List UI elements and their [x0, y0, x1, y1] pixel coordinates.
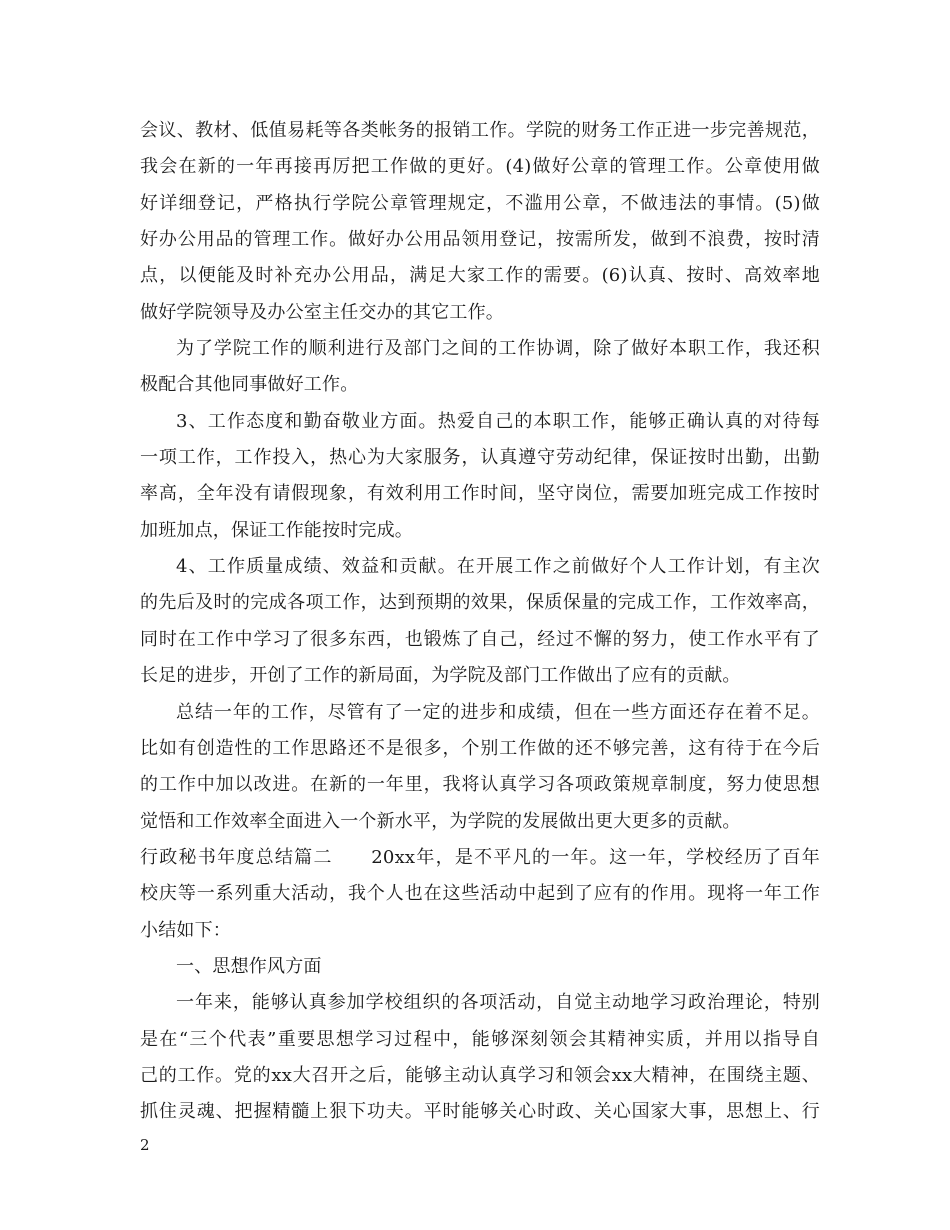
text-line: 的先后及时的完成各项工作，达到预期的效果，保质保量的完成工作，工作效率高，: [140, 592, 820, 614]
text-line: 总结一年的工作，尽管有了一定的进步和成绩，但在一些方面还存在着不足。: [176, 701, 820, 723]
text-line: 加班加点，保证工作能按时完成。: [140, 519, 413, 541]
text-line: 觉悟和工作效率全面进入一个新水平，为学院的发展做出更大更多的贡献。: [140, 810, 741, 832]
text-line: 3、工作态度和勤奋敬业方面。热爱自己的本职工作，能够正确认真的对待每: [176, 410, 820, 432]
text-line: 是在“三个代表”重要思想学习过程中，能够深刻领会其精神实质，并用以指导自: [140, 1028, 820, 1050]
text-line: 一、思想作风方面: [176, 955, 322, 977]
text-line: 4、工作质量成绩、效益和贡献。在开展工作之前做好个人工作计划，有主次: [176, 556, 820, 578]
text-line: 的工作中加以改进。在新的一年里，我将认真学习各项政策规章制度，努力使思想: [140, 774, 820, 796]
text-line: 比如有创造性的工作思路还不是很多，个别工作做的还不够完善，这有待于在今后: [140, 737, 820, 759]
text-line: 长足的进步，开创了工作的新局面，为学院及部门工作做出了应有的贡献。: [140, 665, 741, 687]
text-line: 好详细登记，严格执行学院公章管理规定，不滥用公章，不做违法的事情。(5)做: [140, 192, 820, 214]
text-line: 一项工作，工作投入，热心为大家服务，认真遵守劳动纪律，保证按时出勤，出勤: [140, 447, 820, 469]
text-line: 我会在新的一年再接再厉把工作做的更好。(4)做好公章的管理工作。公章使用做: [140, 156, 820, 178]
text-line: 做好学院领导及办公室主任交办的其它工作。: [140, 301, 504, 323]
text-line: 为了学院工作的顺利进行及部门之间的工作协调，除了做好本职工作，我还积: [176, 338, 820, 360]
text-line: 极配合其他同事做好工作。: [140, 374, 359, 396]
text-line: 点，以便能及时补充办公用品，满足大家工作的需要。(6)认真、按时、高效率地: [140, 265, 820, 287]
text-line: 会议、教材、低值易耗等各类帐务的报销工作。学院的财务工作正进一步完善规范，: [140, 120, 820, 141]
text-line: 好办公用品的管理工作。做好办公用品领用登记，按需所发，做到不浪费，按时清: [140, 229, 820, 251]
text-line: 小结如下：: [140, 919, 231, 941]
text-line: 行政秘书年度总结篇二 20xx年，是不平凡的一年。这一年，学校经历了百年: [140, 846, 820, 868]
text-line: 抓住灵魂、把握精髓上狠下功夫。平时能够关心时政、关心国家大事，思想上、行: [140, 1101, 820, 1123]
text-line: 一年来，能够认真参加学校组织的各项活动，自觉主动地学习政治理论，特别: [176, 992, 820, 1014]
body-text: [140, 113, 820, 1131]
text-line: 己的工作。党的xx大召开之后，能够主动认真学习和领会xx大精神，在围绕主题、: [140, 1064, 820, 1086]
text-line: 同时在工作中学习了很多东西，也锻炼了自己，经过不懈的努力，使工作水平有了: [140, 628, 820, 650]
page-number: 2: [140, 1136, 150, 1154]
text-line: 校庆等一系列重大活动，我个人也在这些活动中起到了应有的作用。现将一年工作: [140, 883, 820, 905]
text-line: 率高，全年没有请假现象，有效利用工作时间，坚守岗位，需要加班完成工作按时: [140, 483, 820, 505]
